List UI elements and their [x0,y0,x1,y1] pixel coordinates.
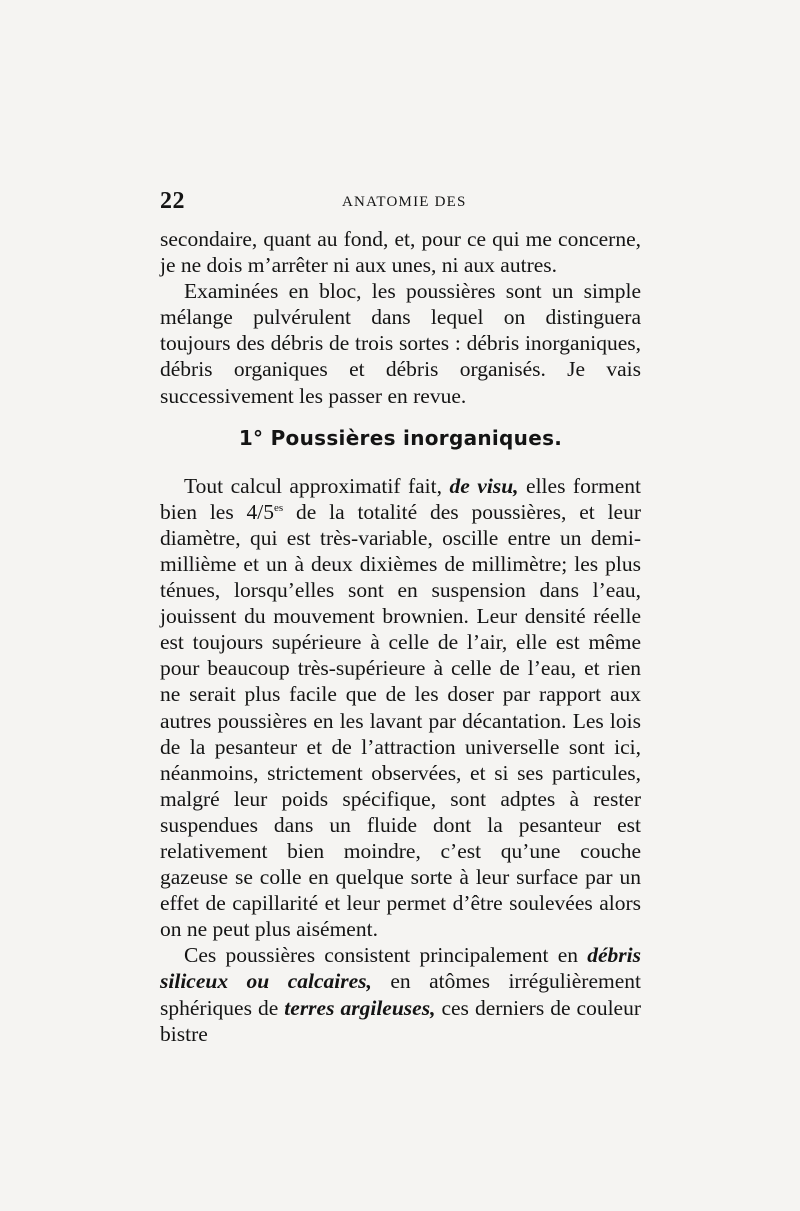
superscript: es [274,501,284,514]
paragraph-text-segment: ces derniers de couleur bistre [160,995,642,1046]
paragraph-continuation: secondaire, quant au fond, et, pour ce qui me concerne, je ne dois m’arrêter ni aux unes, ni aux autres. [160,227,641,278]
page-number: 22 [160,188,185,214]
italic-phrase: de visu, [449,473,519,498]
section-heading: 1° Poussières inorganiques. [238,425,563,450]
paragraph-tout-calcul [160,473,641,943]
paragraph-text-segment: de la totalité des poussières, et leur diamètre, qui est très-variable, oscille entre un demi-millième et un à deux dixièmes de millimètre; les plus ténues, lorsqu’elles sont en suspension dans l’eau, jouissent du mouvement brownien. Leur densité réelle est toujours supérieure à celle de l’air, elle est même pour beaucoup très-supérieure à celle de l’eau, et rien ne serait plus facile que de les doser par rapport aux autres poussières en les lavant par décantation. Les lois de la pesanteur et de l’attraction universelle sont ici, néanmoins, strictement observées, et si ses particules, malgré leur poids spécifique, sont adptes à rester suspendues dans un fluide dont la pesanteur est relativement bien moindre, c’est qu’une couche gazeuse se colle en quelque sorte à leur surface par un effet de capillarité et leur permet d’être soulevées alors on ne peut plus aisément. [160,499,641,942]
paragraph-examinees: Examinées en bloc, les poussières sont un simple mélange pulvérulent dans lequel on distinguera toujours des débris de trois sortes : débris inorganiques, débris organiques et débris organisés. Je vais successivement les passer en revue. [160,279,641,408]
italic-phrase: terres argileuses, [284,995,436,1020]
paragraph-text-segment: Tout calcul approximatif fait, [184,473,450,498]
italic-phrase: débris siliceux ou calcaires, [160,943,641,994]
paragraph-text-segment: en atômes irrégulièrement sphériques de [160,969,641,1020]
body-text [160,226,641,1047]
page-header [160,188,640,218]
paragraph-ces-poussieres [160,942,641,1046]
running-head: ANATOMIE DES [342,194,467,210]
paragraph-text-segment: Ces poussières consistent principalement en [184,943,588,968]
paragraph-text-segment: elles forment bien les 4/5 [160,473,641,524]
